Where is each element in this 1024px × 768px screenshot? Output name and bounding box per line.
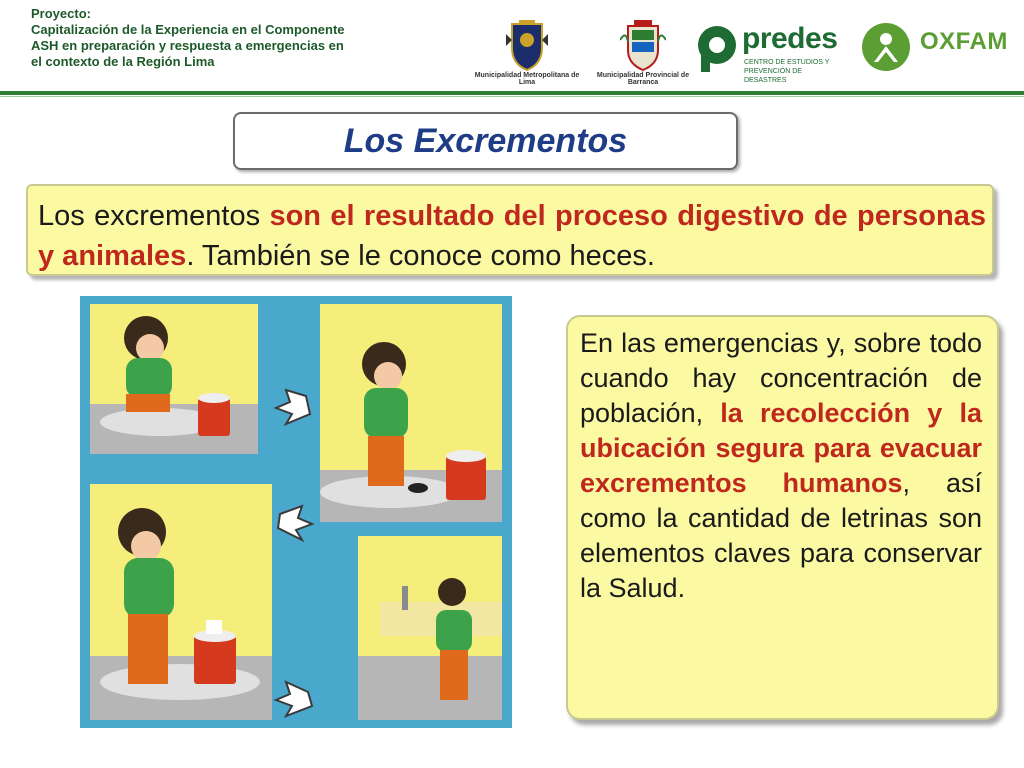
predes-logo-icon xyxy=(696,24,738,74)
logo-predes xyxy=(696,22,838,84)
logo-municipalidad-barranca xyxy=(588,20,698,86)
panel-child-standing xyxy=(320,304,502,522)
definition-text-part: Los excrementos xyxy=(38,200,270,232)
project-label: Proyecto: xyxy=(31,6,91,21)
arrow-icon xyxy=(276,390,310,424)
oxfam-wordmark: OXFAM xyxy=(920,28,1008,55)
note-highlight: la recolección y la ubicación segura para evacuar excrementos humanos xyxy=(580,398,982,498)
project-header xyxy=(31,6,431,70)
logo-municipalidad-lima xyxy=(472,20,582,86)
project-title-line: el contexto de la Región Lima xyxy=(31,54,215,69)
header-divider-thin xyxy=(0,96,1024,97)
header-divider xyxy=(0,91,1024,95)
note-text-part: , así como la cantidad de letrinas son elementos claves para conservar la Salud. xyxy=(580,468,982,603)
crest-icon xyxy=(504,20,550,72)
panel-child-washing xyxy=(358,536,502,720)
arrow-icon xyxy=(276,682,312,716)
emergency-note-text xyxy=(580,326,982,606)
definition-text xyxy=(38,196,986,276)
definition-highlight: son el resultado del proceso digestivo de personas y animales xyxy=(38,200,986,272)
predes-subtitle xyxy=(744,58,836,85)
predes-subtitle-line: PREVENCIÓN DE DESASTRES xyxy=(744,68,802,84)
oxfam-logo-icon xyxy=(861,22,911,72)
predes-subtitle-line: CENTRO DE ESTUDIOS Y xyxy=(744,59,830,66)
definition-text-part: . También se le conoce como heces. xyxy=(186,240,655,272)
panel-child-cleaning xyxy=(90,484,272,720)
emergency-note-box xyxy=(566,315,999,720)
logo-caption: Municipalidad Metropolitana de Lima xyxy=(474,72,580,86)
arrow-icon xyxy=(278,506,312,540)
project-title-line: ASH en preparación y respuesta a emergencias en xyxy=(31,38,344,53)
definition-box xyxy=(26,184,994,276)
title-box xyxy=(233,112,738,170)
crest-icon xyxy=(620,20,666,72)
project-title-line: Capitalización de la Experiencia en el Componente xyxy=(31,22,345,37)
partner-logos xyxy=(472,14,1012,86)
illustration-canvas xyxy=(80,296,512,728)
predes-wordmark: predes xyxy=(742,22,838,55)
note-text-part: En las emergencias y, sobre todo cuando hay concentración de población, xyxy=(580,328,982,428)
logo-caption: Municipalidad Provincial de Barranca xyxy=(596,72,690,86)
slide-title: Los Excrementos xyxy=(343,121,628,160)
panel-child-sitting xyxy=(90,304,258,454)
hygiene-illustration xyxy=(80,296,512,728)
